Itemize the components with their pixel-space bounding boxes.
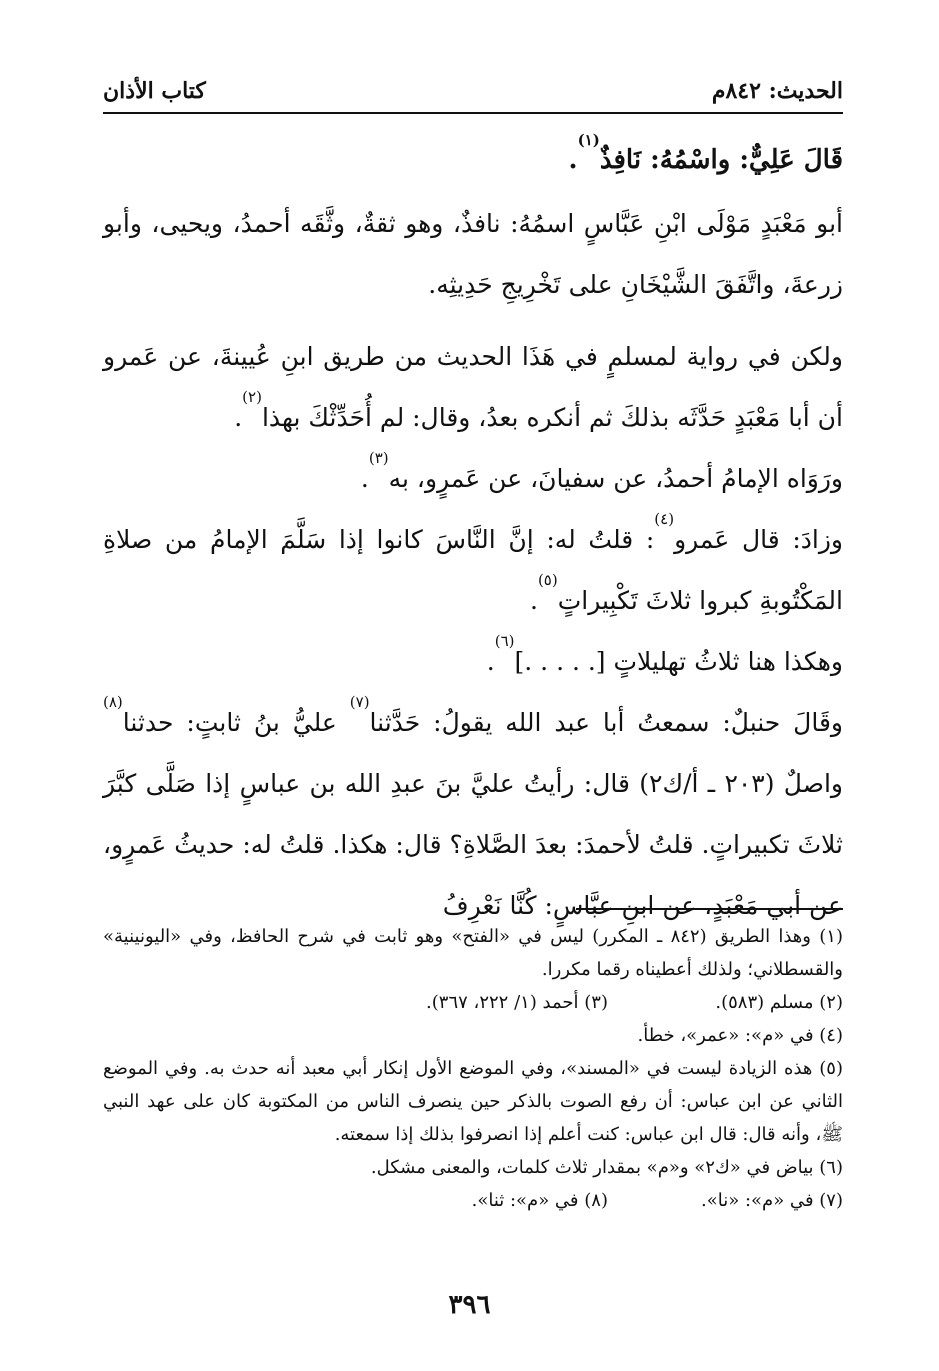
paragraph: وهكذا هنا ثلاثُ تهليلاتٍ [. . . . .]$^{(٦)}$.: [486, 632, 843, 676]
footnote-ref: (١): [577, 131, 600, 149]
paragraph: وقَالَ حنبلٌ: سمعتُ أبا عبد الله يقولُ: حَدَّثنا$^{(٧)}$ عليُّ بنُ ثابتٍ: حدثنا$^{(٨)}$ واصلٌ (٢٠٣ ـ أ/ك٢) قال: رأيتُ عليَّ بنَ عبدِ الله بن عباسٍ إذا صَلَّى كبَّرَ ثلاثَ تكبيراتٍ. قلتُ لأحمدَ: بعدَ الصَّلاةِ؟ قال: هكذا. قلتُ له: حديثُ عَمرٍو، عن أبي مَعْبَدٍ، عن ابنِ عبَّاسٍ: كُنَّا نَعْرِفُ: [103, 693, 843, 920]
paragraph: وزادَ: قال عَمرو$^{(٤)}$: قلتُ له: إنَّ النَّاسَ كانوا إذا سَلَّمَ الإمامُ من صلاةِ المَكْتُوبةِ كبروا ثلاثَ تَكْبِيراتٍ$^{(٥)}$.: [103, 510, 843, 615]
footnote: (٣) أحمد (١/ ٢٢٢، ٣٦٧).: [426, 992, 608, 1013]
footnote: (٤) في «م»: «عمر»، خطأ.: [637, 1025, 843, 1046]
paragraph: أبو مَعْبَدٍ مَوْلَى ابْنِ عَبَّاسٍ اسمُهُ: نافذٌ، وهو ثقةٌ، وثَّقَه أحمدُ، ويحيى، وأبو زرعةَ، واتَّفَقَ الشَّيْخَانِ على تَخْرِيجِ حَدِيثِه.: [103, 209, 843, 299]
footnote: (٦) بياض في «ك٢» و«م» بمقدار ثلاث كلمات، والمعنى مشكل.: [370, 1157, 843, 1178]
footnote-ref: (٤): [654, 510, 675, 528]
paragraph: ولكن في رواية لمسلمٍ في هَذَا الحديث من طريق ابنِ عُيينةَ، عن عَمرو أن أبا مَعْبَدٍ حَدَّثَه بذلكَ ثم أنكره بعدُ، وقال: لم أُحَدِّثْكَ بهذا$^{(٢)}$.: [103, 342, 843, 432]
footnote: (٨) في «م»: ثنا».: [471, 1190, 608, 1211]
footnote-ref: (٧): [349, 693, 370, 711]
main-text: [103, 130, 843, 936]
footnote-ref: (٦): [494, 632, 515, 650]
footnote-row: [103, 1184, 843, 1217]
page-number: ٣٩٦: [448, 1290, 491, 1320]
footnote-ref: (٥): [537, 571, 558, 589]
footnote-ref: (٣): [368, 449, 389, 467]
footnote-ref: (٢): [242, 388, 262, 406]
footnote: (١) وهذا الطريق (٨٤٢ ـ المكرر) ليس في «الفتح» وهو ثابت في شرح الحافظ، وفي «اليونينية» والقسطلاني؛ ولذلك أعطيناه رقما مكررا.: [103, 926, 843, 980]
section-title: قَالَ عَلِيٌّ: واسْمُهُ: نَافِذٌ$^{(١)}$.: [568, 131, 843, 175]
footnote: (٥) هذه الزيادة ليست في «المسند»، وفي الموضع الأول إنكار أبي معبد أنه حدث به. وفي الموضع الثاني عن ابن عباس: أن رفع الصوت بالذكر حين ينصرف الناس من المكتوبة كان على عهد النبي ﷺ، وأنه قال: قال ابن عباس: كنت أعلم إذا انصرفوا بذلك إذا سمعته.: [103, 1058, 843, 1145]
paragraph: ورَوَاه الإمامُ أحمدُ، عن سفيانَ، عن عَمرٍو، به$^{(٣)}$.: [360, 449, 843, 493]
footnote: (٢) مسلم (٥٨٣).: [715, 992, 843, 1013]
footnote-row: [103, 986, 843, 1019]
running-header: [103, 74, 843, 114]
footnote-separator: [576, 908, 843, 910]
footnote-ref: (٨): [103, 693, 123, 711]
footnotes: [103, 920, 843, 1217]
footnote: (٧) في «م»: «نا».: [701, 1190, 843, 1211]
header-rule: [103, 112, 843, 114]
book-title: كتاب الأذان: [103, 78, 206, 104]
hadith-number-label: الحديث: ٨٤٢م: [711, 78, 843, 104]
